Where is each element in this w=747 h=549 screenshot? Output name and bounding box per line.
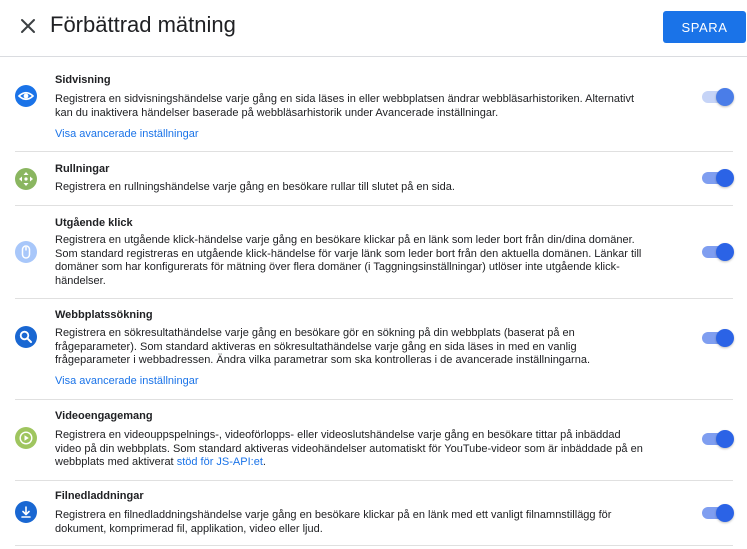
row-title-videoengagemang: Videoengagemang (55, 410, 153, 422)
toggle-utgaende-klick[interactable] (700, 242, 736, 262)
toggle-videoengagemang[interactable] (700, 429, 736, 449)
play-icon (15, 427, 37, 449)
download-icon (15, 501, 37, 523)
row-title-sidvisning: Sidvisning (55, 74, 111, 86)
row-title-utgaende-klick: Utgående klick (55, 217, 133, 229)
toggle-rullningar[interactable] (700, 168, 736, 188)
save-button[interactable]: SPARA (663, 11, 746, 43)
toggle-filnedladdningar[interactable] (700, 503, 736, 523)
divider (15, 298, 733, 299)
page-title: Förbättrad mätning (50, 12, 236, 37)
js-api-support-link[interactable]: stöd för JS-API:et (176, 456, 263, 468)
eye-icon (15, 85, 37, 107)
divider (15, 399, 733, 400)
advanced-settings-link[interactable]: Visa avancerade inställningar (55, 375, 199, 387)
search-icon (15, 326, 37, 348)
divider (15, 151, 733, 152)
row-desc-sidvisning: Registrera en sidvisningshändelse varje gång en sida läses in eller webbplatsen ändrar webbläsarhistoriken. Alternativt kan du inaktivera händelser baserade på webbläsarhistorik under Avancerade inställningar. (55, 93, 635, 119)
row-desc-rullningar: Registrera en rullningshändelse varje gång en besökare rullar till slutet på en sida. (55, 181, 455, 193)
row-desc-filnedladdningar: Registrera en filnedladdningshändelse varje gång en besökare klickar på en länk med ett vanligt filnamnstillägg för dokument, komprimerad fil, applikation, video eller ljud. (55, 509, 612, 535)
scroll-arrows-icon (15, 168, 37, 190)
dialog-header (0, 0, 747, 57)
toggle-webbplatssokning[interactable] (700, 328, 736, 348)
row-desc-utgaende-klick: Registrera en utgående klick-händelse varje gång en besökare klickar på en länk som leder bort från din/dina domäner. Som standard registreras en utgående klick-händelse för varje länk som leder bort från den aktuella domänen. Länkar till domäner som har konfigurerats för mätning över flera domäner (i Taggningsinställningar) utlöser inte utgående klick-händelser. (55, 234, 642, 287)
divider (15, 545, 733, 546)
divider (15, 480, 733, 481)
row-title-webbplatssokning: Webbplatssökning (55, 309, 153, 321)
mouse-icon (15, 241, 37, 263)
close-icon[interactable] (18, 16, 38, 36)
advanced-settings-link[interactable]: Visa avancerade inställningar (55, 128, 199, 140)
row-desc-webbplatssokning: Registrera en sökresultathändelse varje gång en besökare gör en sökning på din webbplats (baserat på en frågeparameter). Som standard aktiveras en sökresultathändelse varje gång en sida läses in med en vanlig frågeparameter i webbadressen. Ändra vilka parametrar som ska kontrolleras i de avancerade inställningarna. (55, 327, 590, 366)
row-title-filnedladdningar: Filnedladdningar (55, 490, 144, 502)
divider (15, 205, 733, 206)
row-title-rullningar: Rullningar (55, 163, 110, 175)
row-desc-videoengagemang: Registrera en videouppspelnings-, videoförlopps- eller videoslutshändelse varje gång en besökare tittar på inbäddad video på din webbplats. Som standard aktiveras videohändelser automatiskt för YouTube-videor som är inbäddade på en webbplats med aktiverat stöd för JS-API:et. (55, 429, 643, 468)
toggle-sidvisning[interactable] (700, 87, 736, 107)
